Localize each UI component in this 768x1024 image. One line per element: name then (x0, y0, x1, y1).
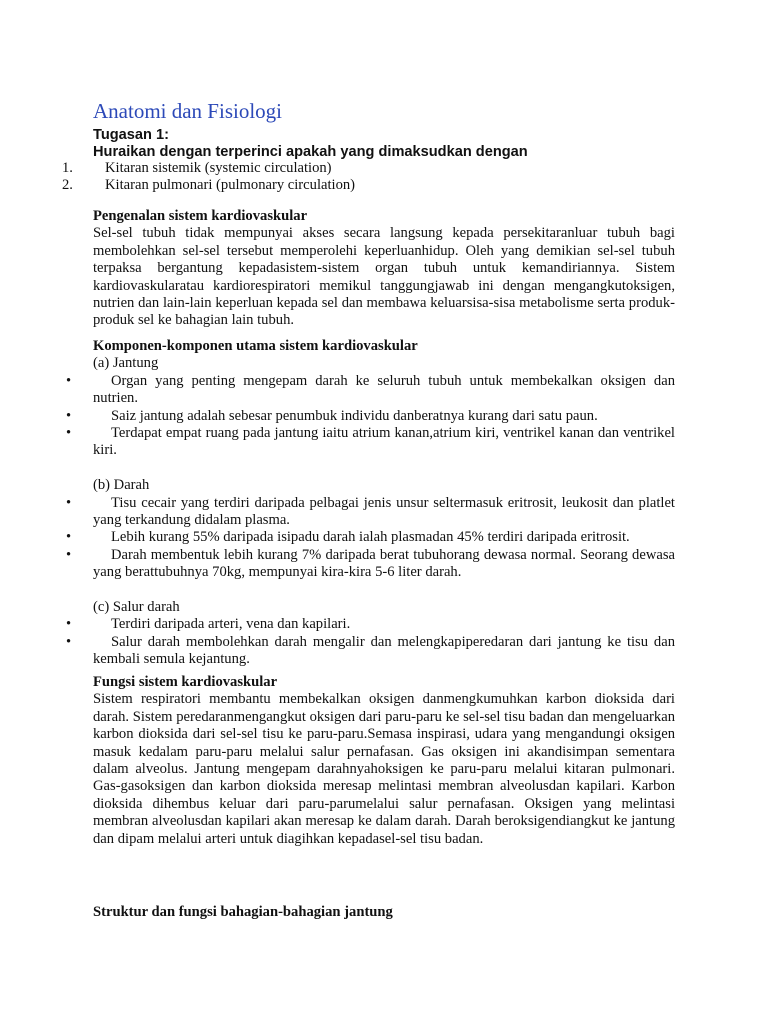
bullet-item (66, 425, 675, 460)
subsection-label: (b) Darah (93, 477, 150, 494)
bullet-icon: • (66, 633, 72, 650)
numbered-list (62, 160, 682, 195)
list-number: 1. (62, 160, 73, 176)
list-number: 2. (62, 177, 73, 194)
bullet-icon: • (66, 494, 72, 511)
section-components (66, 338, 675, 669)
section-body: Sel-sel tubuh tidak mempunyai akses secara langsung kepada persekitaranluar tubuh bagi membolehkan sel-sel tersebut memperolehi keperluanhidup. Oleh yang demikian sel-sel tubuh terpaksa bergantung kepadasistem-sistem organ tubuh untuk kemandiriannya. Sistem kardiovaskularatau kardiorespiratori memikul tanggungjawab ini dengan mengangkutoksigen, nutrien dan lain-lain keperluan kepada sel dan membawa keluarsisa-sisa metabolisme serta produk-produk sel ke bahagian lain tubuh. (93, 225, 675, 329)
bullet-text: Lebih kurang 55% daripada isipadu darah ialah plasmadan 45% terdiri daripada eritrosit. (111, 529, 630, 546)
task-label: Tugasan 1: (93, 127, 169, 143)
bullet-text: Organ yang penting mengepam darah ke seluruh tubuh untuk membekalkan oksigen dan nutrien. (93, 372, 675, 407)
section-introduction (93, 208, 675, 330)
list-text: Kitaran pulmonari (pulmonary circulation) (105, 177, 356, 194)
section-heading: Struktur dan fungsi bahagian-bahagian jantung (93, 904, 393, 920)
list-item (62, 177, 682, 194)
bullet-icon: • (66, 425, 72, 442)
section-structure (93, 904, 675, 921)
bullet-text: Darah membentuk lebih kurang 7% daripada berat tubuhorang dewasa normal. Seorang dewasa yang berattubuhnya 70kg, mempunyai kira-kira 5-6 liter darah. (93, 546, 675, 581)
bullet-icon: • (66, 529, 72, 546)
bullet-item (66, 372, 675, 408)
section-function (93, 674, 675, 848)
bullet-text: Salur darah membolehkan darah mengalir dan melengkapiperedaran dari jantung ke tisu dan kembali semula kejantung. (93, 633, 675, 668)
section-body: Sistem respiratori membantu membekalkan oksigen danmengkumuhkan karbon dioksida dari darah. Sistem peredaranmengangkut oksigen dari paru-paru ke sel-sel tisu badan dan mengeluarkan karbon dioksida dari sel-sel tisu ke paru-paru.Semasa inspirasi, udara yang mengandungi oksigen masuk kedalam paru-paru melalui salur pernafasan. Gas oksigen ini akandisimpan sementara dalam alveolus. Jantung mengepam darahnyahoksigen ke paru-paru melalui kitaran pulmonari. Gas-gasoksigen dan karbon dioksida meresap melintasi membran alveolusdan kapilari. Karbon dioksida dihembus keluar dari paru-parumelalui salur pernafasan. Oksigen yang melintasi membran alveolusdan kapilari akan meresap ke dalam darah. Darah beroksigendiangkut ke jantung dan dipam melalui arteri untuk diagihkan kepadasel-sel tisu badan. (93, 691, 675, 847)
bullet-icon: • (66, 616, 72, 633)
bullet-text: Tisu cecair yang terdiri daripada pelbagai jenis unsur seltermasuk eritrosit, leukosit dan platlet yang terkandung didalam plasma. (93, 494, 675, 529)
task-question: Huraikan dengan terperinci apakah yang dimaksudkan dengan (93, 143, 528, 160)
subsection-label: (a) Jantung (93, 355, 159, 372)
bullet-text: Terdiri daripada arteri, vena dan kapilari. (111, 616, 351, 633)
bullet-text: Saiz jantung adalah sebesar penumbuk individu danberatnya kurang dari satu paun. (111, 407, 598, 424)
bullet-icon: • (66, 546, 72, 563)
bullet-item (66, 407, 675, 425)
subsection-label: (c) Salur darah (93, 599, 180, 616)
bullet-icon: • (66, 407, 72, 424)
bullet-text: Terdapat empat ruang pada jantung iaitu atrium kanan,atrium kiri, ventrikel kanan dan ventrikel kiri. (93, 425, 675, 459)
bullet-item (66, 546, 675, 582)
bullet-item (66, 529, 675, 546)
section-heading: Pengenalan sistem kardiovaskular (93, 208, 308, 224)
section-heading: Komponen-komponen utama sistem kardiovaskular (93, 338, 418, 354)
section-heading: Fungsi sistem kardiovaskular (93, 674, 278, 690)
bullet-item (66, 494, 675, 530)
bullet-item (66, 616, 675, 633)
bullet-icon: • (66, 372, 72, 389)
list-text: Kitaran sistemik (systemic circulation) (105, 160, 332, 176)
document-title: Anatomi dan Fisiologi (93, 99, 282, 123)
task-block (93, 127, 528, 161)
bullet-item (66, 633, 675, 669)
list-item (62, 160, 682, 177)
